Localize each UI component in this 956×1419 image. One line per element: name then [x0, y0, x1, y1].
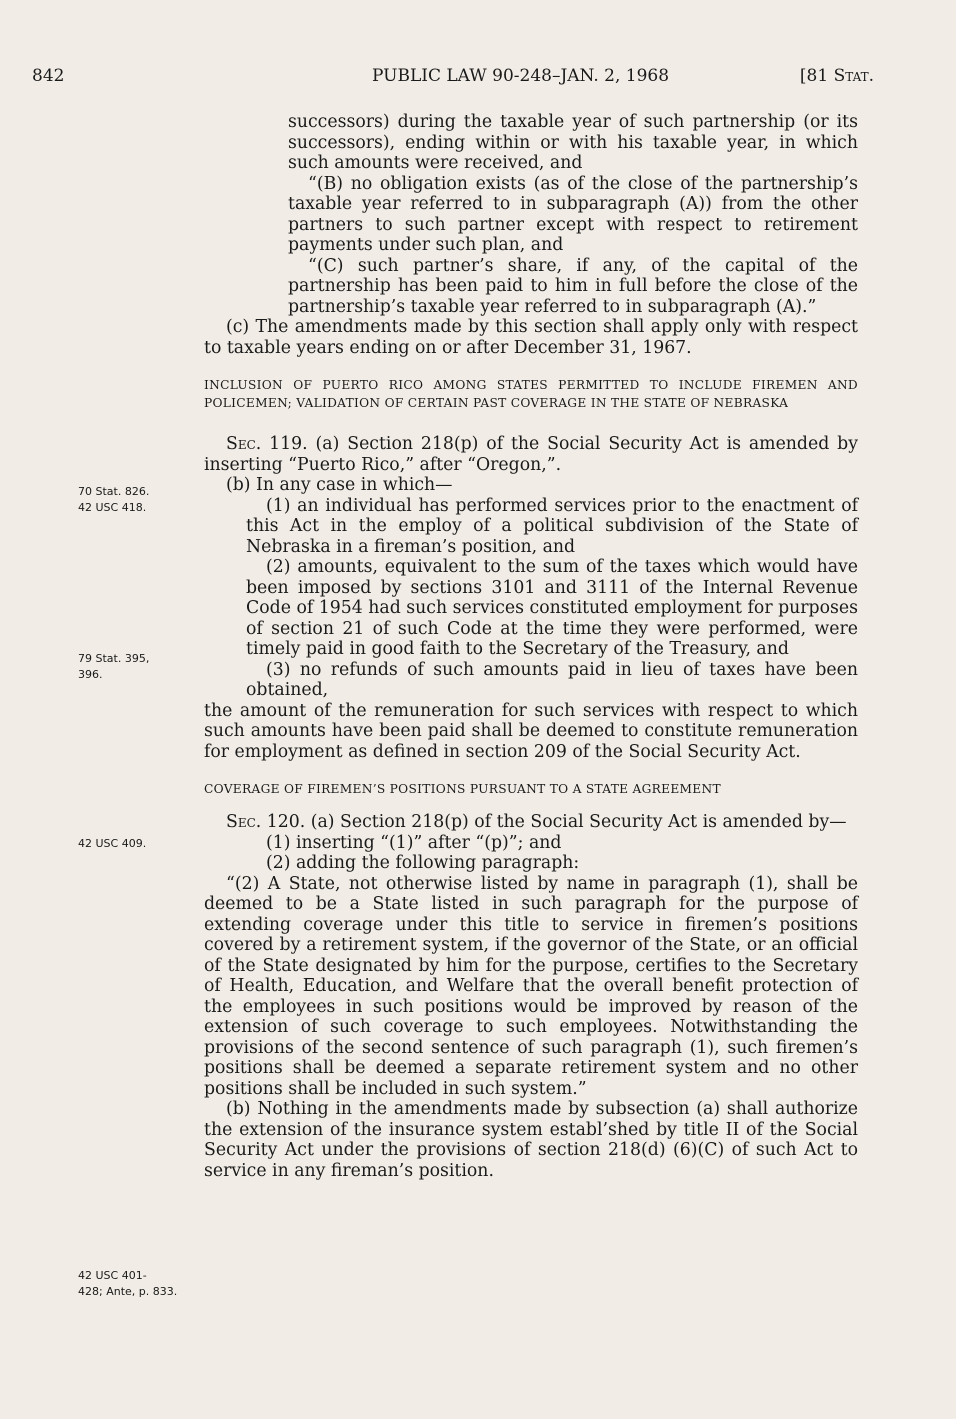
section-119-b1: (1) an individual has performed services prior to the enactment of this Act in the employ of a political subdivision of the State of Nebraska in a fireman’s position, and: [246, 495, 858, 557]
margin-note-2-line1: 79 Stat. 395,: [78, 652, 150, 665]
stat-label: Stat.: [833, 66, 874, 86]
section-120-quote: “(2) A State, not otherwise listed by name in paragraph (1), shall be deemed to be a State listed in such paragraph for the purpose of extending coverage under this title to service in firemen’s positions covered by a retirement system, if the governor of the State, or an official of the State designated by him for the purpose, certifies to the Secretary of Health, Education, and Welfare that the overall benefit protection of the employees in such positions would be improved by reason of the extension of such coverage to such employees. Notwithstanding the provisions of the second sentence of such paragraph (1), such firemen’s positions shall be deemed a separate retirement system and no other positions shall be included in such system.”: [204, 873, 858, 1099]
running-title: PUBLIC LAW 90-248–JAN. 2, 1968: [372, 66, 670, 86]
margin-note-4-line1: 42 USC 401-: [78, 1269, 147, 1282]
subsection-c: (c) The amendments made by this section shall apply only with respect to taxable years ending on or after December 31, 1967.: [204, 317, 858, 358]
section-119-a: [204, 434, 858, 475]
stat-volume: [81: [799, 66, 829, 86]
section-119-b2: (2) amounts, equivalent to the sum of the taxes which would have been imposed by sections 3101 and 3111 of the Internal Revenue Code of 1954 had such services constituted employment for purposes of section 21 of such Code at the time they were performed, were timely paid in good faith to the Secretary of the Treasury, and: [246, 557, 858, 659]
section-119-b: (b) In any case in which—: [226, 475, 453, 495]
margin-note-3: [78, 836, 146, 852]
margin-note-4-line2: 428; Ante, p. 833.: [78, 1285, 178, 1298]
document-body: [204, 112, 858, 1181]
section-119-heading: INCLUSION OF PUERTO RICO AMONG STATES PERMITTED TO INCLUDE FIREMEN AND POLICEMEN; VALIDATION OF CERTAIN PAST COVERAGE IN THE STATE OF NEBRASKA: [204, 378, 858, 410]
margin-note-3-line1: 42 USC 409.: [78, 837, 147, 850]
margin-note-2-line2: 396.: [78, 668, 103, 681]
margin-note-1-line2: 42 USC 418.: [78, 501, 147, 514]
margin-note-1-line1: 70 Stat. 826.: [78, 485, 150, 498]
section-120-heading: COVERAGE OF FIREMEN’S POSITIONS PURSUANT TO A STATE AGREEMENT: [204, 782, 721, 796]
section-120-label: Sec. 120.: [226, 812, 306, 832]
section-120-a: [204, 812, 858, 833]
clause-c: “(C) such partner’s share, if any, of the capital of the partnership has been paid to him in full before the close of the partnership’s taxable year referred to in subparagraph (A).”: [288, 255, 858, 317]
section-120-a1: (1) inserting “(1)” after “(p)”; and: [266, 832, 562, 853]
section-119-b3: (3) no refunds of such amounts paid in lieu of taxes have been obtained,: [246, 659, 858, 700]
clause-b: “(B) no obligation exists (as of the close of the partnership’s taxable year referred to in subparagraph (A)) from the other partners to such partner except with respect to retirement payments under such plan, and: [288, 173, 858, 255]
section-119-label: Sec. 119.: [226, 434, 308, 454]
statute-reference: [800, 66, 874, 86]
section-120-a2: (2) adding the following paragraph:: [266, 853, 580, 873]
section-119-tail: the amount of the remuneration for such services with respect to which such amounts have been paid shall be deemed to constitute remuneration for employment as defined in section 209 of the Social Security Act.: [204, 700, 858, 762]
section-120-b: (b) Nothing in the amendments made by subsection (a) shall authorize the extension of the insurance system establ’shed by title II of the Social Security Act under the provisions of section 218(d) (6)(C) of such Act to service in any fireman’s position.: [204, 1099, 858, 1181]
margin-note-1: [78, 484, 149, 516]
margin-note-4: [78, 1268, 177, 1300]
page-header: [32, 66, 874, 90]
section-119-a-text: (a) Section 218(p) of the Social Security Act is amended by inserting “Puerto Rico,” after “Oregon,”.: [204, 434, 858, 475]
intro-paragraph: successors) during the taxable year of such partnership (or its successors), ending within or with his taxable year, in which such amounts were received, and: [288, 112, 858, 173]
section-120-a-text: (a) Section 218(p) of the Social Security Act is amended by—: [310, 812, 847, 832]
page-number: 842: [32, 66, 65, 86]
margin-note-2: [78, 651, 149, 683]
